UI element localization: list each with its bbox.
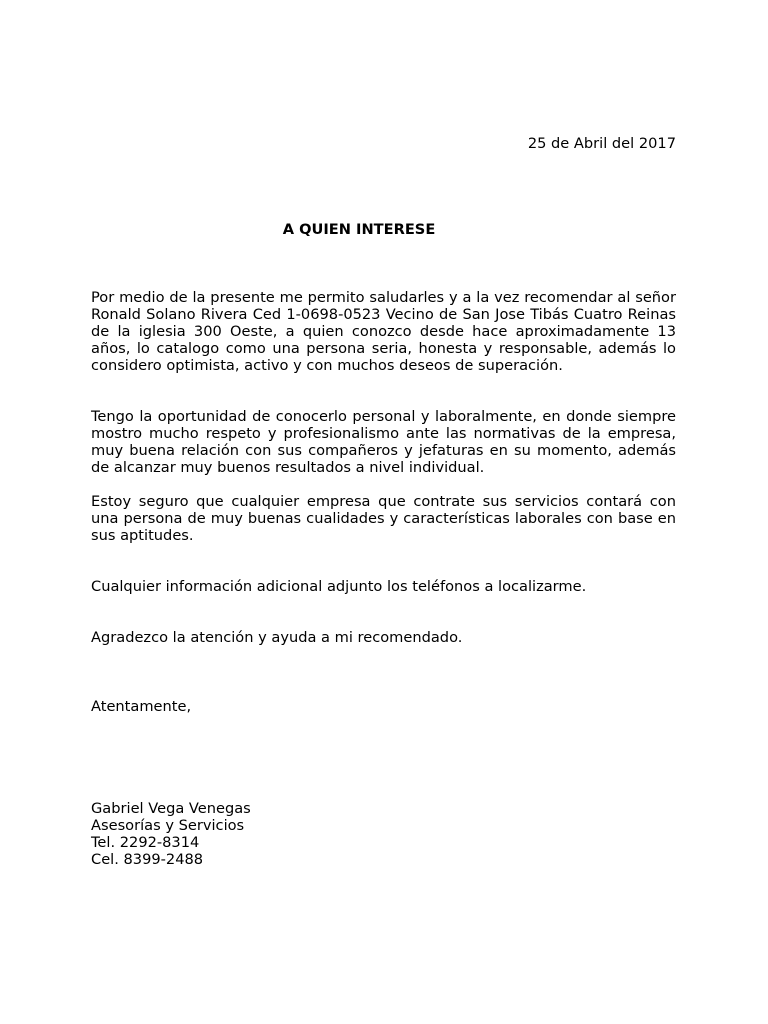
paragraph-experience: Tengo la oportunidad de conocerlo personal y laboralmente, en donde siempre mostro mucho respeto y profesionalismo ante las normativas de la empresa, muy buena relación con sus compañeros y jefaturas en su momento, además de alcanzar muy buenos resultados a nivel individual. (91, 408, 676, 476)
paragraph-contact-info: Cualquier información adicional adjunto los teléfonos a localizarme. (91, 578, 587, 595)
paragraph-introduction: Por medio de la presente me permito saludarles y a la vez recomendar al señor Ronald Solano Rivera Ced 1-0698-0523 Vecino de San Jose Tibás Cuatro Reinas de la iglesia 300 Oeste, a quien conozco desde hace aproximadamente 13 años, lo catalogo como una persona seria, honesta y responsable, además lo considero optimista, activo y con muchos deseos de superación. (91, 289, 676, 374)
letter-title: A QUIEN INTERESE (282, 221, 436, 238)
paragraph-recommendation: Estoy seguro que cualquier empresa que contrate sus servicios contará con una persona de muy buenas cualidades y características laborales con base en sus aptitudes. (91, 493, 676, 544)
paragraph-thanks: Agradezco la atención y ayuda a mi recomendado. (91, 629, 463, 646)
signer-phone: Tel. 2292-8314 (91, 834, 200, 851)
signer-name: Gabriel Vega Venegas (91, 800, 251, 817)
letter-closing: Atentamente, (91, 698, 192, 715)
letter-date: 25 de Abril del 2017 (527, 135, 676, 152)
signature-block (91, 800, 251, 868)
signer-mobile: Cel. 8399-2488 (91, 851, 204, 868)
signer-company: Asesorías y Servicios (91, 817, 245, 834)
